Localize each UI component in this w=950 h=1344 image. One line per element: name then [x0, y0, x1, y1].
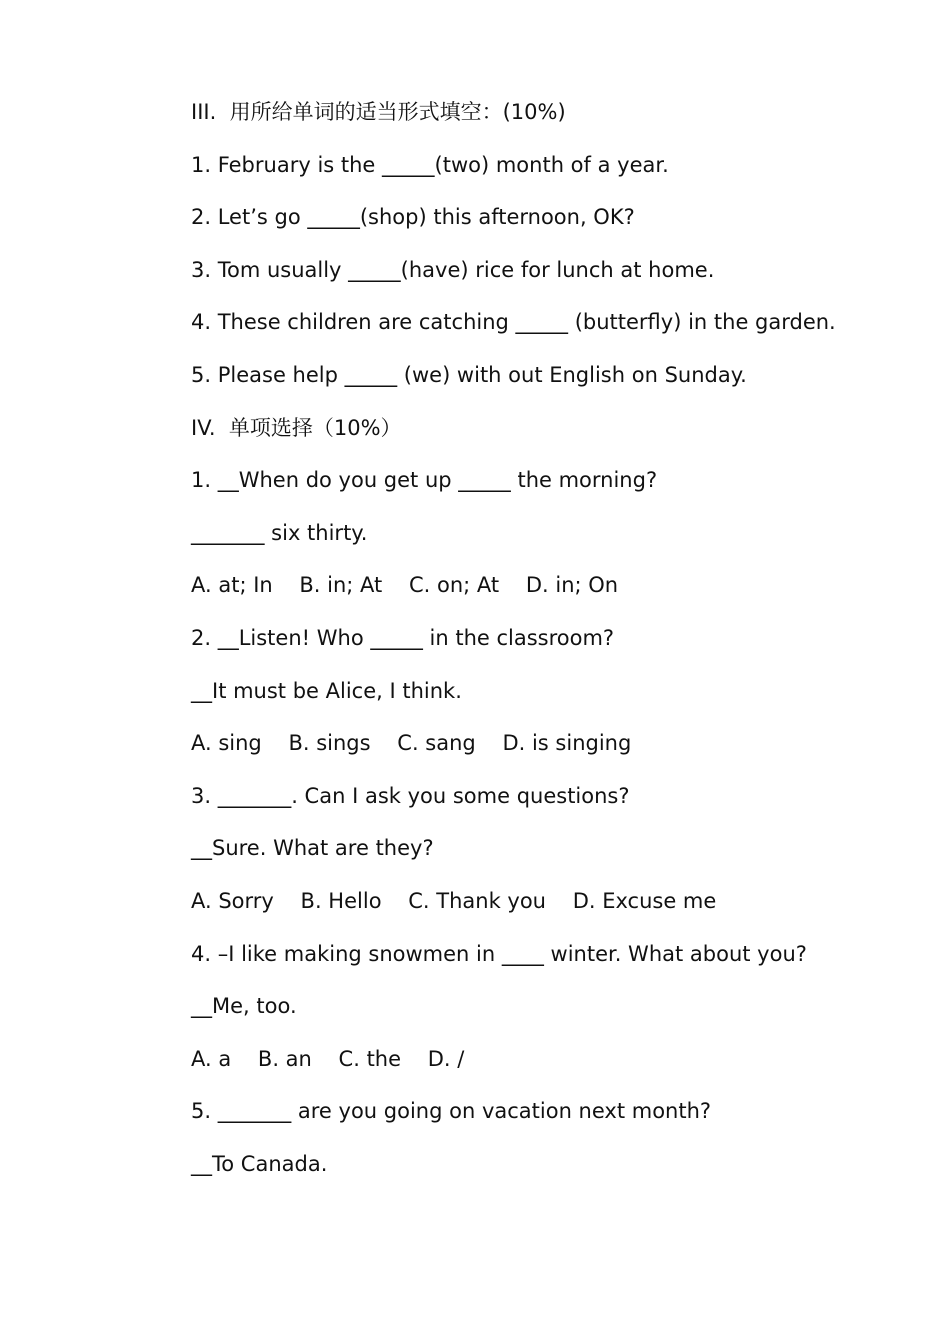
options-line: A. at; In B. in; At C. on; At D. in; On: [191, 573, 619, 598]
worksheet-content: [191, 90, 891, 1194]
section-heading-multiple-choice: IV. 单项选择（10%）: [191, 415, 402, 440]
question-line: 5. _______ are you going on vacation next month?: [191, 1099, 712, 1124]
question-line: 3. _______. Can I ask you some questions?: [191, 783, 630, 808]
question-line: 4. –I like making snowmen in ____ winter. What about you?: [191, 941, 807, 966]
question-line: 1. February is the _____(two) month of a year.: [191, 152, 669, 177]
question-line: 5. Please help _____ (we) with out English on Sunday.: [191, 362, 747, 387]
question-line: 4. These children are catching _____ (butterfly) in the garden.: [191, 310, 836, 335]
question-line: 2. __Listen! Who _____ in the classroom?: [191, 625, 615, 650]
question-line: 2. Let’s go _____(shop) this afternoon, OK?: [191, 205, 635, 230]
answer-line: _______ six thirty.: [191, 520, 368, 545]
question-line: 1. __When do you get up _____ the morning?: [191, 468, 658, 493]
section-heading-fill-in: III. 用所给单词的适当形式填空：(10%): [191, 100, 566, 124]
answer-line: __It must be Alice, I think.: [191, 678, 462, 703]
options-line: A. Sorry B. Hello C. Thank you D. Excuse me: [191, 888, 717, 913]
answer-line: __To Canada.: [191, 1151, 328, 1176]
options-line: A. sing B. sings C. sang D. is singing: [191, 731, 632, 756]
options-line: A. a B. an C. the D. /: [191, 1046, 465, 1071]
answer-line: __Me, too.: [191, 994, 297, 1019]
question-line: 3. Tom usually _____(have) rice for lunch at home.: [191, 257, 715, 282]
answer-line: __Sure. What are they?: [191, 836, 434, 861]
